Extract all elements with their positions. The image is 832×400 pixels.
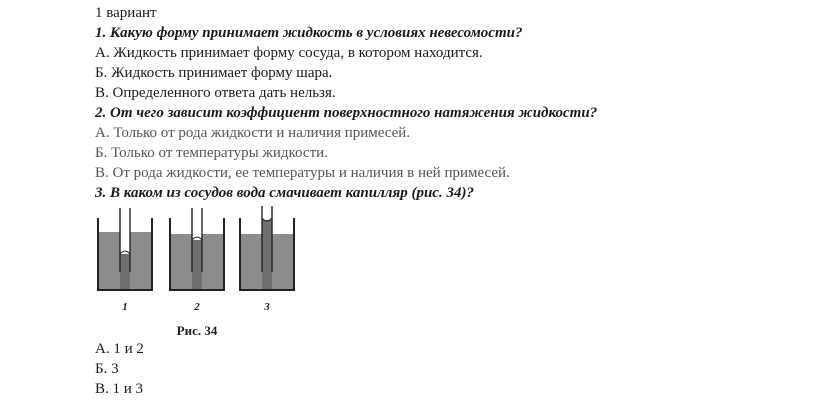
question-2: 2. От чего зависит коэффициент поверхностного натяжения жидкости? bbox=[95, 105, 598, 121]
answer-1c: В. Определенного ответа дать нельзя. bbox=[95, 85, 336, 101]
answer-2b: Б. Только от температуры жидкости. bbox=[95, 145, 328, 161]
question-3: 3. В каком из сосудов вода смачивает капилляр (рис. 34)? bbox=[95, 185, 474, 201]
answer-3c: В. 1 и 3 bbox=[95, 381, 144, 397]
figure-label-3: 3 bbox=[264, 301, 270, 313]
question-1: 1. Какую форму принимает жидкость в условиях невесомости? bbox=[95, 25, 523, 41]
answer-1b: Б. Жидкость принимает форму шара. bbox=[95, 65, 333, 81]
answer-2c: В. От рода жидкости, ее температуры и наличия в ней примесей. bbox=[95, 165, 510, 181]
figure-label-1: 1 bbox=[122, 301, 128, 313]
variant-heading: 1 вариант bbox=[95, 5, 157, 21]
answer-3a: А. 1 и 2 bbox=[95, 341, 144, 357]
vessel-3-capillary-air bbox=[262, 208, 272, 220]
vessel-3 bbox=[240, 206, 294, 290]
vessel-2 bbox=[170, 208, 224, 290]
vessel-1 bbox=[98, 208, 152, 290]
vessel-1-capillary-water bbox=[120, 254, 130, 290]
vessel-1-capillary-air bbox=[120, 214, 130, 254]
vessel-2-capillary-air bbox=[192, 214, 202, 240]
vessel-3-capillary-water bbox=[262, 220, 272, 290]
figure-label-2: 2 bbox=[194, 301, 200, 313]
figure-caption: Рис. 34 bbox=[176, 323, 218, 338]
answer-2a: А. Только от рода жидкости и наличия примесей. bbox=[95, 125, 411, 141]
vessel-2-capillary-water bbox=[192, 240, 202, 290]
capillary-figure bbox=[90, 204, 300, 344]
answer-1a: А. Жидкость принимает форму сосуда, в котором находится. bbox=[95, 45, 483, 61]
answer-3b: Б. 3 bbox=[95, 361, 119, 377]
